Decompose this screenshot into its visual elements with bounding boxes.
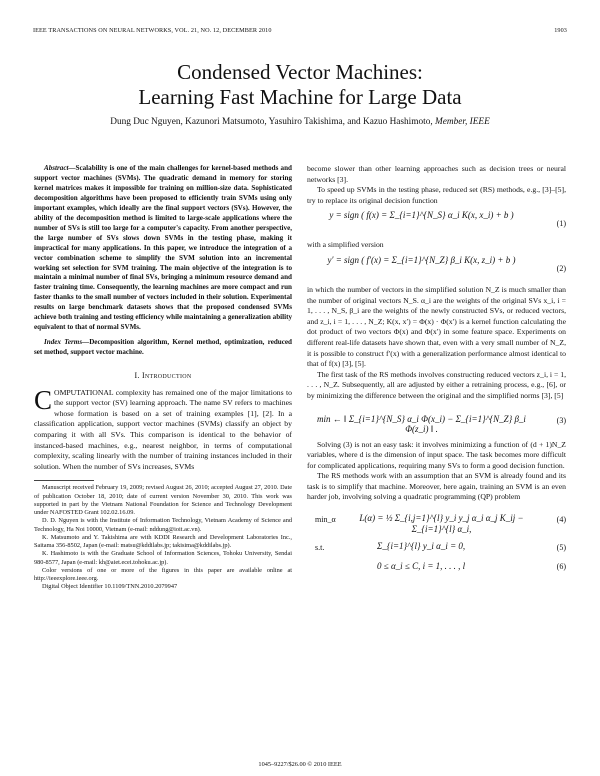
index-terms-text: Decomposition algorithm, Kernel method, optimization, reduced set method, support vector machine.	[34, 338, 292, 357]
page-footer: 1045–9227/$26.00 © 2010 IEEE	[258, 761, 342, 768]
equation-6-body: 0 ≤ α_i ≤ C, i = 1, . . . , l	[377, 561, 466, 572]
equation-5	[307, 537, 566, 561]
right-column	[307, 164, 566, 575]
equation-3-body: min ← ‖ Σ_{i=1}^{N_S} α_i Φ(x_i) − Σ_{i=1}^{N_Z} β_i Φ(z_i) ‖ .	[317, 413, 526, 435]
intro-text: OMPUTATIONAL complexity has remained one of the major limitations to the support vector (SV) learning approach. The name SV refers to machines whose formation is based on a set of training examples [1], [2]. In a classification application, support vector machines (SVMs) classify an object by comparing it with all SVs. This comparison is identical to the behavior of instanced-based machines, e.g., nearest neighbor, in terms of computational complexity, scaling linearly with the number of training instances included in their solution. When the number of SVs increases, SVMs	[34, 387, 292, 471]
right-paragraph-0: become slower than other learning approaches such as decision trees or neural networks [3].	[307, 164, 566, 184]
author-membership: Member, IEEE	[435, 117, 490, 127]
right-paragraph-2: with a simplified version	[307, 240, 384, 250]
footnote-doi: Digital Object Identifier 10.1109/TNN.2010.2079947	[42, 583, 178, 591]
footnote-manuscript: Manuscript received February 19, 2009; revised August 26, 2010; accepted August 27, 2010. Date of publication October 18, 2010; date of current version November 30, 2010. This work was supported in part by the Vietnam National Foundation for Science and Technology Development under NAFOSTED Grant 102.02.16.09.	[34, 484, 292, 517]
author-names: Dung Duc Nguyen, Kazunori Matsumoto, Yasuhiro Takishima, and Kazuo Hashimoto,	[110, 117, 436, 127]
right-paragraph-5: Solving (3) is not an easy task: it involves minimizing a function of (d + 1)N_Z variables, where d is the dimension of input space. The task becomes more difficult for complicated applications, requiring many SVs to form a good decision function.	[307, 439, 566, 470]
equation-5-body: Σ_{i=1}^{l} y_i α_i = 0,	[377, 541, 466, 552]
running-header	[33, 27, 567, 34]
right-paragraph-4: The first task of the RS methods involves constructing reduced vectors z_i, i = 1, . . . , N_Z. Subsequently, all are adjusted by either a retraining process, e.g., [6], or by minimizing the difference between the original and the simplified norms [3], [5]	[307, 369, 567, 400]
footnote-author-2: K. Matsumoto and Y. Takishima are with KDDI Research and Development Laboratories Inc., Saitama 356-8502, Japan (e-mail: matsu@kddilabs.jp; takisima@kddilabs.jp).	[34, 533, 292, 550]
equation-3-number: (3)	[556, 415, 566, 425]
abstract-text: Scalability is one of the main challenges for kernel-based methods and support vector machines (SVMs). The quadratic demand in memory for storing kernel matrices makes it impossible for training on million-size data. Sophisticated decomposition algorithms have been proposed to efficiently train SVMs using only important examples, which ideally are the final support vectors (SVs). However, the ability of the decomposition method is limited to large-scale applications where the number of SVs is still too large for a computer's capacity. From another perspective, the large number of SVs slows down SVMs in the testing phase, making it impractical for many applications. In this paper, we introduce the integration of a vector combination scheme to simplify the SVM solution into an incremental working set selection for SVM training. The main objective of the integration is to maintain a minimal number of final SVs, bringing a minimum resource demand and faster training time. Consequently, the learning machines are more compact and run faster thanks to the small number of vectors included in their solution. Experimental results on large benchmark datasets shows that the proposed condensed SVMs achieve both training and testing efficiency while maintaining a generalization ability equivalent to that of normal SVMs.	[34, 164, 292, 332]
abstract-label: Abstract—	[44, 164, 76, 172]
footnote-author-3: K. Hashimoto is with the Graduate School of Information Sciences, Tohoku University, Sendai 980-8577, Japan (e-mail: kh@aiet.ecei.tohoku.ac.jp).	[34, 550, 292, 566]
footnote-rule	[34, 480, 94, 481]
equation-4	[307, 509, 566, 537]
equation-1-body: y = sign ( f(x) = Σ_{i=1}^{N_S} α_i K(x, x_i) + b )	[329, 210, 514, 221]
paper-title	[0, 60, 600, 110]
equation-6	[307, 561, 566, 575]
right-paragraph-3: in which the number of vectors in the simplified solution N_Z is much smaller than the number of original vectors N_S. α_i are the weights of the original SVs x_i, i = 1, . . . , N_S, β_i are the weights of the newly constructed SVs, or reduced vectors, and z_i, i = 1, . . . , N_Z; K(x, x′) = Φ(x) · Φ(x′) is a kernel function calculating the dot product of two vectors Φ(x) and Φ(x′) in some feature space. Experiments on different real-life datasets have shown that, even with a very small number of N_Z, it is possible to construct f′(x) with a generalization performance almost identical to that of f(x) [3], [5].	[307, 284, 566, 369]
equation-5-number: (5)	[556, 543, 566, 553]
title-line-2: Learning Fast Machine for Large Data	[138, 85, 462, 109]
journal-header: IEEE TRANSACTIONS ON NEURAL NETWORKS, VOL. 21, NO. 12, DECEMBER 2010	[33, 27, 272, 34]
page-number: 1903	[554, 27, 567, 34]
abstract	[34, 164, 292, 333]
footnote-color: Color versions of one or more of the figures in this paper are available online at http://ieeexplore.ieee.org.	[34, 566, 292, 583]
left-column	[34, 164, 292, 592]
equation-4-lhs: min_α	[315, 515, 336, 525]
intro-paragraph	[34, 384, 292, 473]
equation-1-number: (1)	[556, 219, 566, 229]
equation-1	[307, 210, 566, 240]
equation-2-number: (2)	[556, 263, 566, 273]
equation-4-number: (4)	[556, 515, 566, 525]
section-heading: I. Introduction	[134, 371, 192, 381]
equation-3	[307, 406, 566, 440]
equation-2	[307, 255, 566, 285]
right-paragraph-6: The RS methods work with an assumption that an SVM is already found and its task is to simplify that machine. Moreover, here again, training an SVM is an even harder job, involving solving a quadratic programming (QP) problem	[307, 471, 566, 502]
footnote-author-1: D. D. Nguyen is with the Institute of Information Technology, Vietnam Academy of Science and Technology, Ha Noi 10000, Vietnam (e-mail: nddung@ioit.ac.vn).	[34, 517, 292, 533]
equation-2-body: y′ = sign ( f′(x) = Σ_{i=1}^{N_Z} β_i K(x, z_i) + b )	[327, 254, 516, 265]
equation-4-body: L(α) = ½ Σ_{i,j=1}^{l} y_i y_j α_i α_j K_ij − Σ_{i=1}^{l} α_i,	[359, 513, 524, 534]
drop-cap: C	[34, 384, 53, 415]
equation-5-lhs: s.t.	[315, 543, 325, 553]
equation-6-number: (6)	[556, 562, 566, 572]
authors	[0, 117, 600, 127]
index-terms	[34, 338, 292, 358]
right-paragraph-1: To speed up SVMs in the testing phase, reduced set (RS) methods, e.g., [3]–[5], try to replace its original decision function	[307, 185, 566, 205]
title-line-1: Condensed Vector Machines:	[177, 60, 423, 84]
index-terms-label: Index Terms—	[44, 338, 90, 347]
